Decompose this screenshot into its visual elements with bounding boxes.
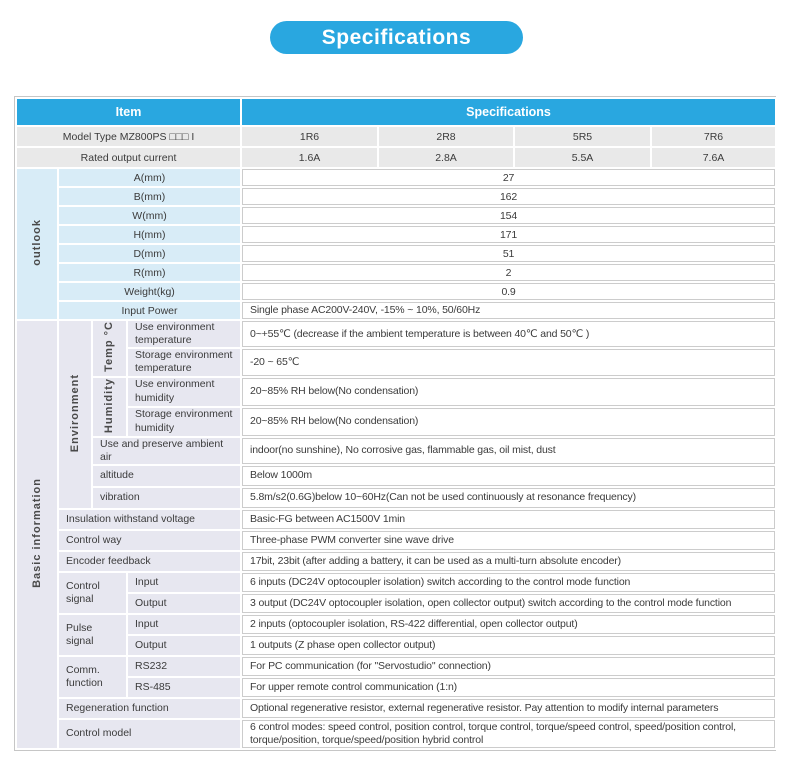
basic-row: [17, 573, 775, 592]
row-label: RS232: [128, 657, 240, 676]
rated-current-row: [17, 148, 775, 167]
outlook-row: [17, 188, 775, 205]
rated-value-cell: 5.5A: [515, 148, 650, 167]
row-label: Storage environment temperature: [128, 349, 240, 375]
row-label: Regeneration function: [59, 699, 240, 718]
row-label: Storage environment humidity: [128, 408, 240, 436]
environment-group-cell: [59, 321, 91, 508]
row-value: 3 output (DC24V optocoupler isolation, open collector output) switch according to the control mode function: [242, 594, 775, 613]
temp-group-label: Temp °C: [103, 321, 115, 373]
row-value: Optional regenerative resistor, external regenerative resistor. Pay attention to modify internal parameters: [242, 699, 775, 718]
row-label: Insulation withstand voltage: [59, 510, 240, 529]
basic-row: [17, 466, 775, 486]
row-label: B(mm): [59, 188, 240, 205]
row-label: W(mm): [59, 207, 240, 224]
row-value: 51: [242, 245, 775, 262]
rated-value-cell: 1.6A: [242, 148, 377, 167]
basic-row: [17, 378, 775, 406]
row-label: altitude: [93, 466, 240, 486]
row-label: Control model: [59, 720, 240, 748]
basic-row: [17, 438, 775, 464]
model-value-cell: 2R8: [379, 127, 513, 146]
basic-row: [17, 636, 775, 655]
row-value: For PC communication (for "Servostudio" connection): [242, 657, 775, 676]
model-value-cell: 5R5: [515, 127, 650, 146]
row-value: 2 inputs (optocoupler isolation, RS-422 differential, open collector output): [242, 615, 775, 634]
specifications-table-wrapper: [14, 96, 776, 751]
row-value: 0.9: [242, 283, 775, 300]
basic-row: [17, 657, 775, 676]
basic-row: [17, 552, 775, 571]
rated-value-cell: 7.6A: [652, 148, 775, 167]
row-value: 154: [242, 207, 775, 224]
basic-row: [17, 615, 775, 634]
humidity-group-label: Humidity: [103, 377, 115, 433]
rated-current-label: Rated output current: [17, 148, 240, 167]
basic-row: [17, 531, 775, 550]
basic-group-cell: [17, 321, 57, 748]
row-value: 27: [242, 169, 775, 186]
control-signal-group-label: Control signal: [59, 573, 126, 613]
model-value-cell: 7R6: [652, 127, 775, 146]
header-specifications-cell: Specifications: [242, 99, 775, 125]
row-label: Use environment temperature: [128, 321, 240, 347]
row-label: Input: [128, 573, 240, 592]
row-label: Weight(kg): [59, 283, 240, 300]
row-label: Output: [128, 594, 240, 613]
pulse-signal-group-label: Pulse signal: [59, 615, 126, 655]
comm-function-group-label: Comm. function: [59, 657, 126, 697]
row-label: Control way: [59, 531, 240, 550]
basic-row: [17, 321, 775, 347]
row-value: 17bit, 23bit (after adding a battery, it can be used as a multi-turn absolute encoder): [242, 552, 775, 571]
outlook-row: [17, 264, 775, 281]
row-label: Output: [128, 636, 240, 655]
rated-value-cell: 2.8A: [379, 148, 513, 167]
outlook-row: [17, 283, 775, 300]
row-value: -20 ~ 65℃: [242, 349, 775, 375]
row-value: 20~85% RH below(No condensation): [242, 378, 775, 406]
basic-row: [17, 699, 775, 718]
row-value: Below 1000m: [242, 466, 775, 486]
row-label: D(mm): [59, 245, 240, 262]
humidity-group-cell: [93, 378, 126, 436]
basic-group-label: Basic information: [30, 478, 43, 588]
row-value: indoor(no sunshine), No corrosive gas, flammable gas, oil mist, dust: [242, 438, 775, 464]
row-label: Use environment humidity: [128, 378, 240, 406]
row-value: 2: [242, 264, 775, 281]
header-item-cell: Item: [17, 99, 240, 125]
row-value: 20~85% RH below(No condensation): [242, 408, 775, 436]
outlook-row: [17, 169, 775, 186]
row-label: RS-485: [128, 678, 240, 697]
outlook-group-label: outlook: [30, 219, 43, 266]
row-value: 1 outputs (Z phase open collector output): [242, 636, 775, 655]
basic-row: [17, 510, 775, 529]
row-value: Single phase AC200V-240V, -15% ~ 10%, 50/60Hz: [242, 302, 775, 319]
temp-group-cell: [93, 321, 126, 376]
row-value: 6 inputs (DC24V optocoupler isolation) switch according to the control mode function: [242, 573, 775, 592]
basic-row: [17, 349, 775, 375]
model-value-cell: 1R6: [242, 127, 377, 146]
page-title: Specifications: [321, 25, 472, 49]
row-value: 0~+55℃ (decrease if the ambient temperature is between 40℃ and 50℃ ): [242, 321, 775, 347]
row-label: Input Power: [59, 302, 240, 319]
row-label: Input: [128, 615, 240, 634]
basic-row: [17, 720, 775, 748]
row-label: H(mm): [59, 226, 240, 243]
row-value: Three-phase PWM converter sine wave drive: [242, 531, 775, 550]
row-value: For upper remote control communication (1:n): [242, 678, 775, 697]
outlook-group-cell: [17, 169, 57, 319]
outlook-row: [17, 226, 775, 243]
row-value: 171: [242, 226, 775, 243]
basic-row: [17, 408, 775, 436]
specifications-table: [15, 97, 777, 750]
row-value: 162: [242, 188, 775, 205]
model-type-label: Model Type MZ800PS □□□ I: [17, 127, 240, 146]
model-type-row: [17, 127, 775, 146]
row-value: Basic-FG between AC1500V 1min: [242, 510, 775, 529]
row-value: 5.8m/s2(0.6G)below 10~60Hz(Can not be used continuously at resonance frequency): [242, 488, 775, 508]
row-label: A(mm): [59, 169, 240, 186]
outlook-row: [17, 245, 775, 262]
row-label: R(mm): [59, 264, 240, 281]
basic-row: [17, 488, 775, 508]
row-label: Encoder feedback: [59, 552, 240, 571]
row-value: 6 control modes: speed control, position control, torque control, torque/speed control, speed/position control, torque/position, torque/speed/position hybrid control: [242, 720, 775, 748]
row-label: vibration: [93, 488, 240, 508]
basic-row: [17, 594, 775, 613]
outlook-row: [17, 207, 775, 224]
environment-group-label: Environment: [68, 373, 81, 453]
basic-row: [17, 678, 775, 697]
outlook-row: [17, 302, 775, 319]
page-title-pill: [270, 21, 523, 54]
table-header-row: [17, 99, 775, 125]
row-label: Use and preserve ambient air: [93, 438, 240, 464]
